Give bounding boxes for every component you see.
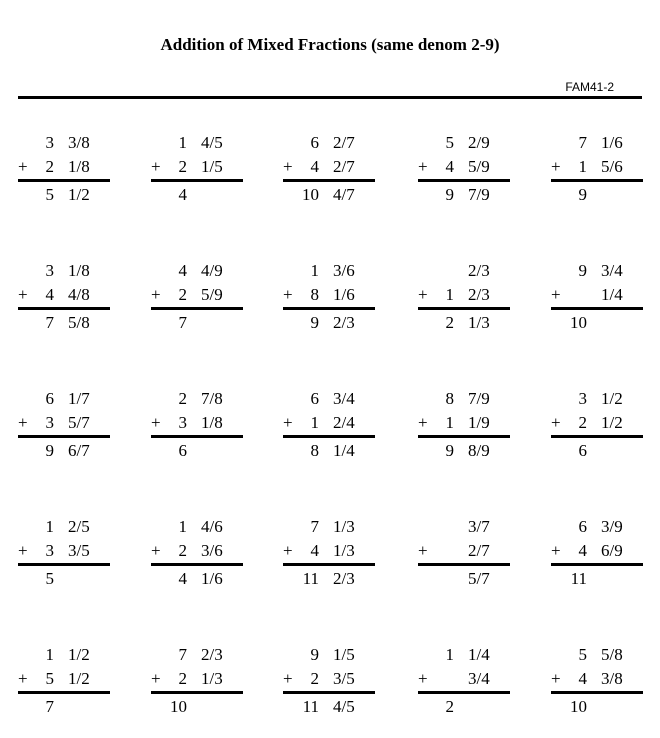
plus-sign: + [151,157,161,176]
answer-fraction: 1/2 [68,185,90,204]
fraction: 4/5 [201,133,223,152]
whole-number: 1 [445,645,454,664]
answer-whole: 11 [302,569,319,588]
whole-number: 9 [310,645,319,664]
plus-sign: + [18,541,28,560]
answer-whole: 8 [310,441,319,460]
whole-number: 6 [578,517,587,536]
whole-number: 2 [178,285,187,304]
whole-number: 5 [445,133,454,152]
fraction: 5/6 [601,157,623,176]
sum-line [18,563,110,566]
answer-whole: 11 [570,569,587,588]
sum-line [283,563,375,566]
fraction: 2/3 [468,261,490,280]
fraction: 3/5 [333,669,355,688]
problem-18 [283,517,375,591]
fraction: 1/4 [601,285,623,304]
fraction: 2/9 [468,133,490,152]
plus-sign: + [18,157,28,176]
problem-19 [418,517,510,591]
whole-number: 3 [45,413,54,432]
answer-fraction: 1/4 [333,441,355,460]
answer-fraction: 5/8 [68,313,90,332]
answer-whole: 10 [302,185,319,204]
sum-line [551,435,643,438]
whole-number: 4 [578,541,587,560]
whole-number: 3 [45,261,54,280]
plus-sign: + [283,669,293,688]
plus-sign: + [151,285,161,304]
whole-number: 4 [445,157,454,176]
problem-15 [551,389,643,463]
answer-fraction: 7/9 [468,185,490,204]
fraction: 3/8 [68,133,90,152]
answer-fraction: 1/3 [468,313,490,332]
sum-line [151,307,243,310]
problem-16 [18,517,110,591]
plus-sign: + [151,541,161,560]
sum-line [551,563,643,566]
answer-whole: 2 [445,697,454,716]
answer-whole: 7 [178,313,187,332]
fraction: 1/2 [68,645,90,664]
whole-number: 2 [178,541,187,560]
problem-17 [151,517,243,591]
problem-13 [283,389,375,463]
fraction: 3/6 [201,541,223,560]
whole-number: 1 [45,645,54,664]
fraction: 1/5 [333,645,355,664]
sum-line [551,691,643,694]
answer-fraction: 6/7 [68,441,90,460]
problem-8 [283,261,375,335]
plus-sign: + [551,285,561,304]
fraction: 1/2 [601,389,623,408]
answer-whole: 5 [45,569,54,588]
whole-number: 2 [310,669,319,688]
problem-12 [151,389,243,463]
problem-10 [551,261,643,335]
whole-number: 3 [45,541,54,560]
answer-whole: 9 [445,441,454,460]
plus-sign: + [151,669,161,688]
sum-line [18,435,110,438]
whole-number: 3 [578,389,587,408]
sum-line [418,435,510,438]
fraction: 1/4 [468,645,490,664]
sum-line [18,691,110,694]
fraction: 6/9 [601,541,623,560]
fraction: 2/4 [333,413,355,432]
problem-4 [418,133,510,207]
fraction: 3/6 [333,261,355,280]
fraction: 4/6 [201,517,223,536]
answer-whole: 9 [445,185,454,204]
answer-whole: 9 [310,313,319,332]
fraction: 1/8 [68,261,90,280]
answer-whole: 9 [45,441,54,460]
fraction: 1/9 [468,413,490,432]
fraction: 3/4 [468,669,490,688]
sum-line [151,179,243,182]
answer-fraction: 5/7 [468,569,490,588]
sum-line [151,435,243,438]
sum-line [551,307,643,310]
answer-whole: 10 [170,697,187,716]
whole-number: 1 [310,261,319,280]
fraction: 5/9 [201,285,223,304]
problem-21 [18,645,110,719]
sum-line [283,435,375,438]
sum-line [418,179,510,182]
plus-sign: + [551,157,561,176]
problem-9 [418,261,510,335]
answer-whole: 10 [570,697,587,716]
fraction: 4/9 [201,261,223,280]
plus-sign: + [18,669,28,688]
fraction: 2/7 [333,157,355,176]
fraction: 3/7 [468,517,490,536]
fraction: 1/5 [201,157,223,176]
fraction: 2/3 [201,645,223,664]
fraction: 3/4 [333,389,355,408]
fraction: 5/9 [468,157,490,176]
fraction: 1/8 [68,157,90,176]
plus-sign: + [551,541,561,560]
whole-number: 9 [578,261,587,280]
fraction: 4/8 [68,285,90,304]
sum-line [283,307,375,310]
whole-number: 1 [445,413,454,432]
sum-line [283,691,375,694]
whole-number: 2 [178,157,187,176]
whole-number: 1 [178,517,187,536]
sum-line [18,307,110,310]
fraction: 2/3 [468,285,490,304]
plus-sign: + [283,157,293,176]
whole-number: 5 [578,645,587,664]
whole-number: 5 [45,669,54,688]
whole-number: 4 [45,285,54,304]
problem-1 [18,133,110,207]
answer-whole: 7 [45,313,54,332]
page-title: Addition of Mixed Fractions (same denom 2-9) [160,35,500,54]
whole-number: 3 [45,133,54,152]
problem-20 [551,517,643,591]
whole-number: 3 [178,413,187,432]
whole-number: 2 [178,669,187,688]
problem-11 [18,389,110,463]
whole-number: 8 [310,285,319,304]
fraction: 3/5 [68,541,90,560]
fraction: 7/8 [201,389,223,408]
sum-line [151,563,243,566]
whole-number: 1 [310,413,319,432]
fraction: 1/6 [333,285,355,304]
whole-number: 1 [45,517,54,536]
plus-sign: + [418,541,428,560]
fraction: 3/4 [601,261,623,280]
fraction: 7/9 [468,389,490,408]
answer-fraction: 8/9 [468,441,490,460]
plus-sign: + [283,413,293,432]
plus-sign: + [418,669,428,688]
whole-number: 6 [45,389,54,408]
fraction: 2/7 [333,133,355,152]
answer-whole: 10 [570,313,587,332]
problem-22 [151,645,243,719]
whole-number: 1 [578,157,587,176]
answer-fraction: 4/7 [333,185,355,204]
fraction: 2/5 [68,517,90,536]
whole-number: 4 [178,261,187,280]
whole-number: 4 [310,157,319,176]
sum-line [151,691,243,694]
fraction: 5/8 [601,645,623,664]
whole-number: 7 [178,645,187,664]
answer-whole: 4 [178,569,187,588]
whole-number: 4 [578,669,587,688]
fraction: 2/7 [468,541,490,560]
whole-number: 6 [310,133,319,152]
fraction: 1/2 [68,669,90,688]
fraction: 1/8 [201,413,223,432]
answer-whole: 6 [578,441,587,460]
sum-line [418,691,510,694]
plus-sign: + [418,413,428,432]
problem-25 [551,645,643,719]
worksheet-code: FAM41-2 [565,80,614,94]
fraction: 1/3 [333,517,355,536]
whole-number: 4 [310,541,319,560]
answer-fraction: 2/3 [333,313,355,332]
answer-fraction: 1/6 [201,569,223,588]
fraction: 1/3 [333,541,355,560]
plus-sign: + [18,285,28,304]
sum-line [18,179,110,182]
whole-number: 2 [178,389,187,408]
fraction: 1/6 [601,133,623,152]
sum-line [551,179,643,182]
whole-number: 8 [445,389,454,408]
answer-whole: 4 [178,185,187,204]
whole-number: 1 [178,133,187,152]
whole-number: 2 [45,157,54,176]
sum-line [418,307,510,310]
problem-5 [551,133,643,207]
plus-sign: + [283,285,293,304]
plus-sign: + [418,285,428,304]
problem-2 [151,133,243,207]
answer-whole: 11 [302,697,319,716]
fraction: 1/3 [201,669,223,688]
answer-whole: 5 [45,185,54,204]
problem-23 [283,645,375,719]
plus-sign: + [551,669,561,688]
problem-3 [283,133,375,207]
problem-14 [418,389,510,463]
sum-line [418,563,510,566]
answer-fraction: 4/5 [333,697,355,716]
whole-number: 2 [578,413,587,432]
whole-number: 7 [310,517,319,536]
answer-whole: 2 [445,313,454,332]
plus-sign: + [418,157,428,176]
answer-whole: 7 [45,697,54,716]
fraction: 3/9 [601,517,623,536]
problem-7 [151,261,243,335]
answer-fraction: 2/3 [333,569,355,588]
fraction: 5/7 [68,413,90,432]
sum-line [283,179,375,182]
plus-sign: + [283,541,293,560]
fraction: 3/8 [601,669,623,688]
problem-6 [18,261,110,335]
answer-whole: 6 [178,441,187,460]
fraction: 1/7 [68,389,90,408]
problem-24 [418,645,510,719]
plus-sign: + [18,413,28,432]
whole-number: 7 [578,133,587,152]
plus-sign: + [151,413,161,432]
whole-number: 6 [310,389,319,408]
answer-whole: 9 [578,185,587,204]
fraction: 1/2 [601,413,623,432]
plus-sign: + [551,413,561,432]
whole-number: 1 [445,285,454,304]
